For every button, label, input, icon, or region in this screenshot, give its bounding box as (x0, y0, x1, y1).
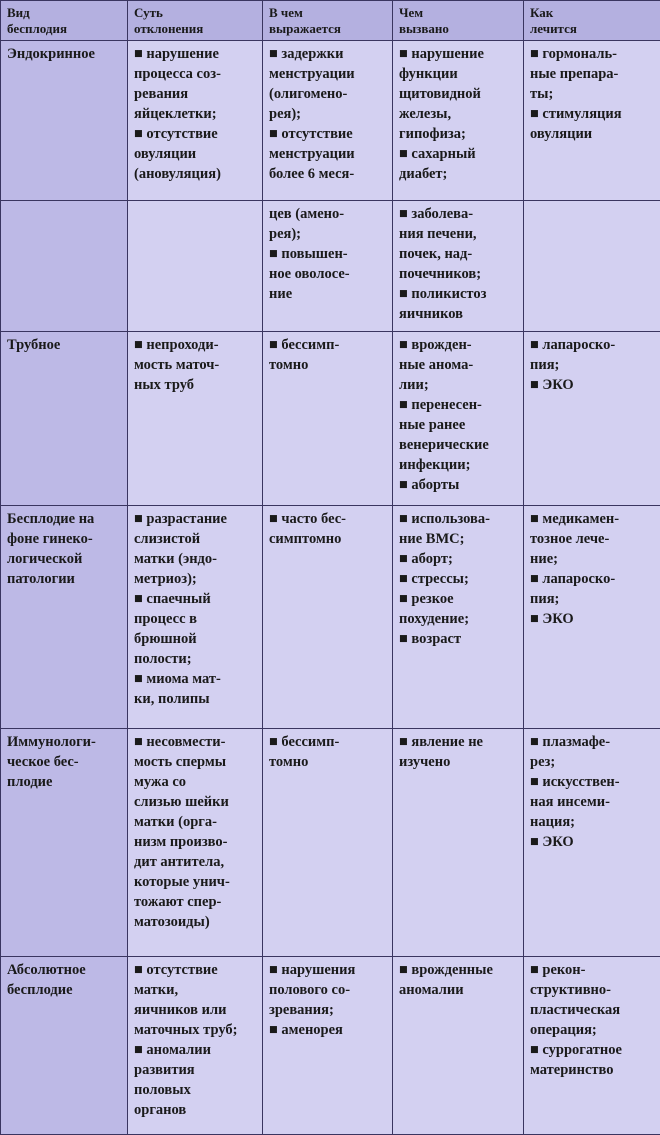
cell-text-line: брюшной (134, 629, 257, 649)
cell-text-line: логической (7, 549, 122, 569)
manifestation-cell (263, 506, 393, 729)
cell-text-line: материнство (530, 1060, 655, 1080)
cell-text-line: ■ возраст (399, 629, 518, 649)
cell-text-line: бесплодие (7, 980, 122, 1000)
manifestation-cell (263, 41, 393, 201)
cell-text-line: ния печени, (399, 224, 518, 244)
cell-text-line: Иммунологи- (7, 732, 122, 752)
cell-text-line: матки, (134, 980, 257, 1000)
treatment-cell (524, 729, 660, 957)
manifestation-cell (263, 957, 393, 1135)
cause-cell (393, 729, 524, 957)
cell-text-line: полового со- (269, 980, 387, 1000)
cell-text-line: Эндокринное (7, 44, 122, 64)
header-manifestation (263, 1, 393, 41)
cell-text-line: овуляции (530, 124, 655, 144)
header-text-line: вызвано (399, 21, 518, 37)
header-text-line: лечится (530, 21, 655, 37)
cause-cell (393, 957, 524, 1135)
cell-text-line: аномалии (399, 980, 518, 1000)
cell-text-line: ние (269, 284, 387, 304)
cell-text-line: пия; (530, 355, 655, 375)
treatment-cell (524, 332, 660, 506)
table-row (1, 506, 660, 729)
essence-cell (128, 506, 263, 729)
header-cause (393, 1, 524, 41)
treatment-cell (524, 41, 660, 201)
cell-text-line: менструации (269, 64, 387, 84)
cell-text-line: Трубное (7, 335, 122, 355)
cell-text-line: слизью шейки (134, 792, 257, 812)
cell-text-line: ■ лапароско- (530, 569, 655, 589)
cell-text-line: цев (амено- (269, 204, 387, 224)
cell-text-line: операция; (530, 1020, 655, 1040)
manifestation-cell (263, 201, 393, 332)
cell-text-line: ■ бессимп- (269, 732, 387, 752)
infertility-type-cell (1, 506, 128, 729)
cell-text-line: гипофиза; (399, 124, 518, 144)
cell-text-line: ки, полипы (134, 689, 257, 709)
cell-text-line: ■ нарушение (134, 44, 257, 64)
cell-text-line: мость маточ- (134, 355, 257, 375)
treatment-cell (524, 201, 660, 332)
cell-text-line: ■ явление не (399, 732, 518, 752)
cell-text-line: ■ суррогатное (530, 1040, 655, 1060)
cell-text-line: почек, над- (399, 244, 518, 264)
cell-text-line: полости; (134, 649, 257, 669)
cell-text-line: ■ несовмести- (134, 732, 257, 752)
cell-text-line: ■ аборты (399, 475, 518, 495)
cell-text-line: яичников (399, 304, 518, 324)
cell-text-line: ■ аномалии (134, 1040, 257, 1060)
cell-text-line: ■ стимуляция (530, 104, 655, 124)
cell-text-line: ные анома- (399, 355, 518, 375)
cell-text-line: похудение; (399, 609, 518, 629)
cell-text-line: ■ ЭКО (530, 609, 655, 629)
cell-text-line: ■ врожденные (399, 960, 518, 980)
cell-text-line: ■ использова- (399, 509, 518, 529)
treatment-cell (524, 957, 660, 1135)
cell-text-line: ные препара- (530, 64, 655, 84)
cell-text-line: Абсолютное (7, 960, 122, 980)
cell-text-line: ■ медикамен- (530, 509, 655, 529)
essence-cell (128, 332, 263, 506)
cell-text-line: матозоиды) (134, 912, 257, 932)
cell-text-line: ное оволосе- (269, 264, 387, 284)
cell-text-line: ■ нарушение (399, 44, 518, 64)
header-text-line: выражается (269, 21, 387, 37)
cell-text-line: ■ перенесен- (399, 395, 518, 415)
cell-text-line: структивно- (530, 980, 655, 1000)
cell-text-line: ■ ЭКО (530, 832, 655, 852)
infertility-type-cell (1, 957, 128, 1135)
cause-cell (393, 41, 524, 201)
cell-text-line: матки (орга- (134, 812, 257, 832)
cell-text-line: яичников или (134, 1000, 257, 1020)
cell-text-line: ■ отсутствие (134, 124, 257, 144)
table-body (1, 41, 660, 1135)
cell-text-line: ■ спаечный (134, 589, 257, 609)
cell-text-line: ■ плазмафе- (530, 732, 655, 752)
cell-text-line: (олигомено- (269, 84, 387, 104)
cell-text-line: лии; (399, 375, 518, 395)
essence-cell (128, 957, 263, 1135)
cell-text-line: ная инсеми- (530, 792, 655, 812)
cell-text-line: дит антитела, (134, 852, 257, 872)
cell-text-line: функции (399, 64, 518, 84)
cell-text-line: менструации (269, 144, 387, 164)
cell-text-line: томно (269, 752, 387, 772)
cell-text-line: рез; (530, 752, 655, 772)
cell-text-line: ■ рекон- (530, 960, 655, 980)
cell-text-line: яйцеклетки; (134, 104, 257, 124)
cell-text-line: щитовидной (399, 84, 518, 104)
cell-text-line: ■ бессимп- (269, 335, 387, 355)
cell-text-line: зревания; (269, 1000, 387, 1020)
cell-text-line: половых (134, 1080, 257, 1100)
cell-text-line: ты; (530, 84, 655, 104)
cell-text-line: венерические (399, 435, 518, 455)
cell-text-line: которые унич- (134, 872, 257, 892)
cell-text-line: ■ отсутствие (134, 960, 257, 980)
header-type (1, 1, 128, 41)
cell-text-line: ■ заболева- (399, 204, 518, 224)
cell-text-line: ■ аменорея (269, 1020, 387, 1040)
header-treatment (524, 1, 660, 41)
manifestation-cell (263, 729, 393, 957)
cell-text-line: фоне гинеко- (7, 529, 122, 549)
cell-text-line: томно (269, 355, 387, 375)
cell-text-line: патологии (7, 569, 122, 589)
cell-text-line: ■ задержки (269, 44, 387, 64)
cell-text-line: маточных труб; (134, 1020, 257, 1040)
cell-text-line: ■ резкое (399, 589, 518, 609)
cell-text-line: ■ миома мат- (134, 669, 257, 689)
cell-text-line: ■ нарушения (269, 960, 387, 980)
table-header (1, 1, 660, 41)
cell-text-line: ■ гормональ- (530, 44, 655, 64)
cell-text-line: развития (134, 1060, 257, 1080)
cell-text-line: плодие (7, 772, 122, 792)
cell-text-line: мужа со (134, 772, 257, 792)
cell-text-line: ревания (134, 84, 257, 104)
cell-text-line: пия; (530, 589, 655, 609)
header-text-line: Вид (7, 5, 122, 21)
cell-text-line: метриоз); (134, 569, 257, 589)
cell-text-line: ■ отсутствие (269, 124, 387, 144)
cell-text-line: ■ повышен- (269, 244, 387, 264)
cell-text-line: почечников; (399, 264, 518, 284)
cell-text-line: ческое бес- (7, 752, 122, 772)
cell-text-line: процесса соз- (134, 64, 257, 84)
essence-cell (128, 729, 263, 957)
cause-cell (393, 201, 524, 332)
cell-text-line: тозное лече- (530, 529, 655, 549)
cell-text-line: ■ врожден- (399, 335, 518, 355)
cell-text-line: ■ непроходи- (134, 335, 257, 355)
cell-text-line: ных труб (134, 375, 257, 395)
infertility-type-cell (1, 729, 128, 957)
cell-text-line: более 6 меся- (269, 164, 387, 184)
cell-text-line: слизистой (134, 529, 257, 549)
header-row (1, 1, 660, 41)
cell-text-line: ■ стрессы; (399, 569, 518, 589)
cell-text-line: ■ поликистоз (399, 284, 518, 304)
cell-text-line: железы, (399, 104, 518, 124)
cell-text-line: ■ искусствен- (530, 772, 655, 792)
cell-text-line: процесс в (134, 609, 257, 629)
cell-text-line: ■ сахарный (399, 144, 518, 164)
cell-text-line: инфекции; (399, 455, 518, 475)
cell-text-line: диабет; (399, 164, 518, 184)
cell-text-line: ние; (530, 549, 655, 569)
infertility-type-cell (1, 201, 128, 332)
cell-text-line: тожают спер- (134, 892, 257, 912)
table-row (1, 332, 660, 506)
cell-text-line: симптомно (269, 529, 387, 549)
cell-text-line: Бесплодие на (7, 509, 122, 529)
cell-text-line: изучено (399, 752, 518, 772)
cell-text-line: низм произво- (134, 832, 257, 852)
cell-text-line: матки (эндо- (134, 549, 257, 569)
cell-text-line: ние ВМС; (399, 529, 518, 549)
cause-cell (393, 332, 524, 506)
cell-text-line: ■ ЭКО (530, 375, 655, 395)
manifestation-cell (263, 332, 393, 506)
header-text-line: Как (530, 5, 655, 21)
cell-text-line: (ановуляция) (134, 164, 257, 184)
cell-text-line: рея); (269, 104, 387, 124)
cell-text-line: мость спермы (134, 752, 257, 772)
cell-text-line: ■ аборт; (399, 549, 518, 569)
cell-text-line: ■ лапароско- (530, 335, 655, 355)
table-row (1, 201, 660, 332)
header-text-line: отклонения (134, 21, 257, 37)
table-row (1, 729, 660, 957)
cell-text-line: нация; (530, 812, 655, 832)
table-row (1, 41, 660, 201)
header-text-line: Суть (134, 5, 257, 21)
cell-text-line: органов (134, 1100, 257, 1120)
header-text-line: Чем (399, 5, 518, 21)
cell-text-line: рея); (269, 224, 387, 244)
table-row (1, 957, 660, 1135)
infertility-type-cell (1, 41, 128, 201)
header-text-line: бесплодия (7, 21, 122, 37)
header-text-line: В чем (269, 5, 387, 21)
cell-text-line: ■ часто бес- (269, 509, 387, 529)
essence-cell (128, 41, 263, 201)
treatment-cell (524, 506, 660, 729)
essence-cell (128, 201, 263, 332)
infertility-type-cell (1, 332, 128, 506)
cause-cell (393, 506, 524, 729)
cell-text-line: ■ разрастание (134, 509, 257, 529)
cell-text-line: овуляции (134, 144, 257, 164)
cell-text-line: пластическая (530, 1000, 655, 1020)
header-essence (128, 1, 263, 41)
cell-text-line: ные ранее (399, 415, 518, 435)
